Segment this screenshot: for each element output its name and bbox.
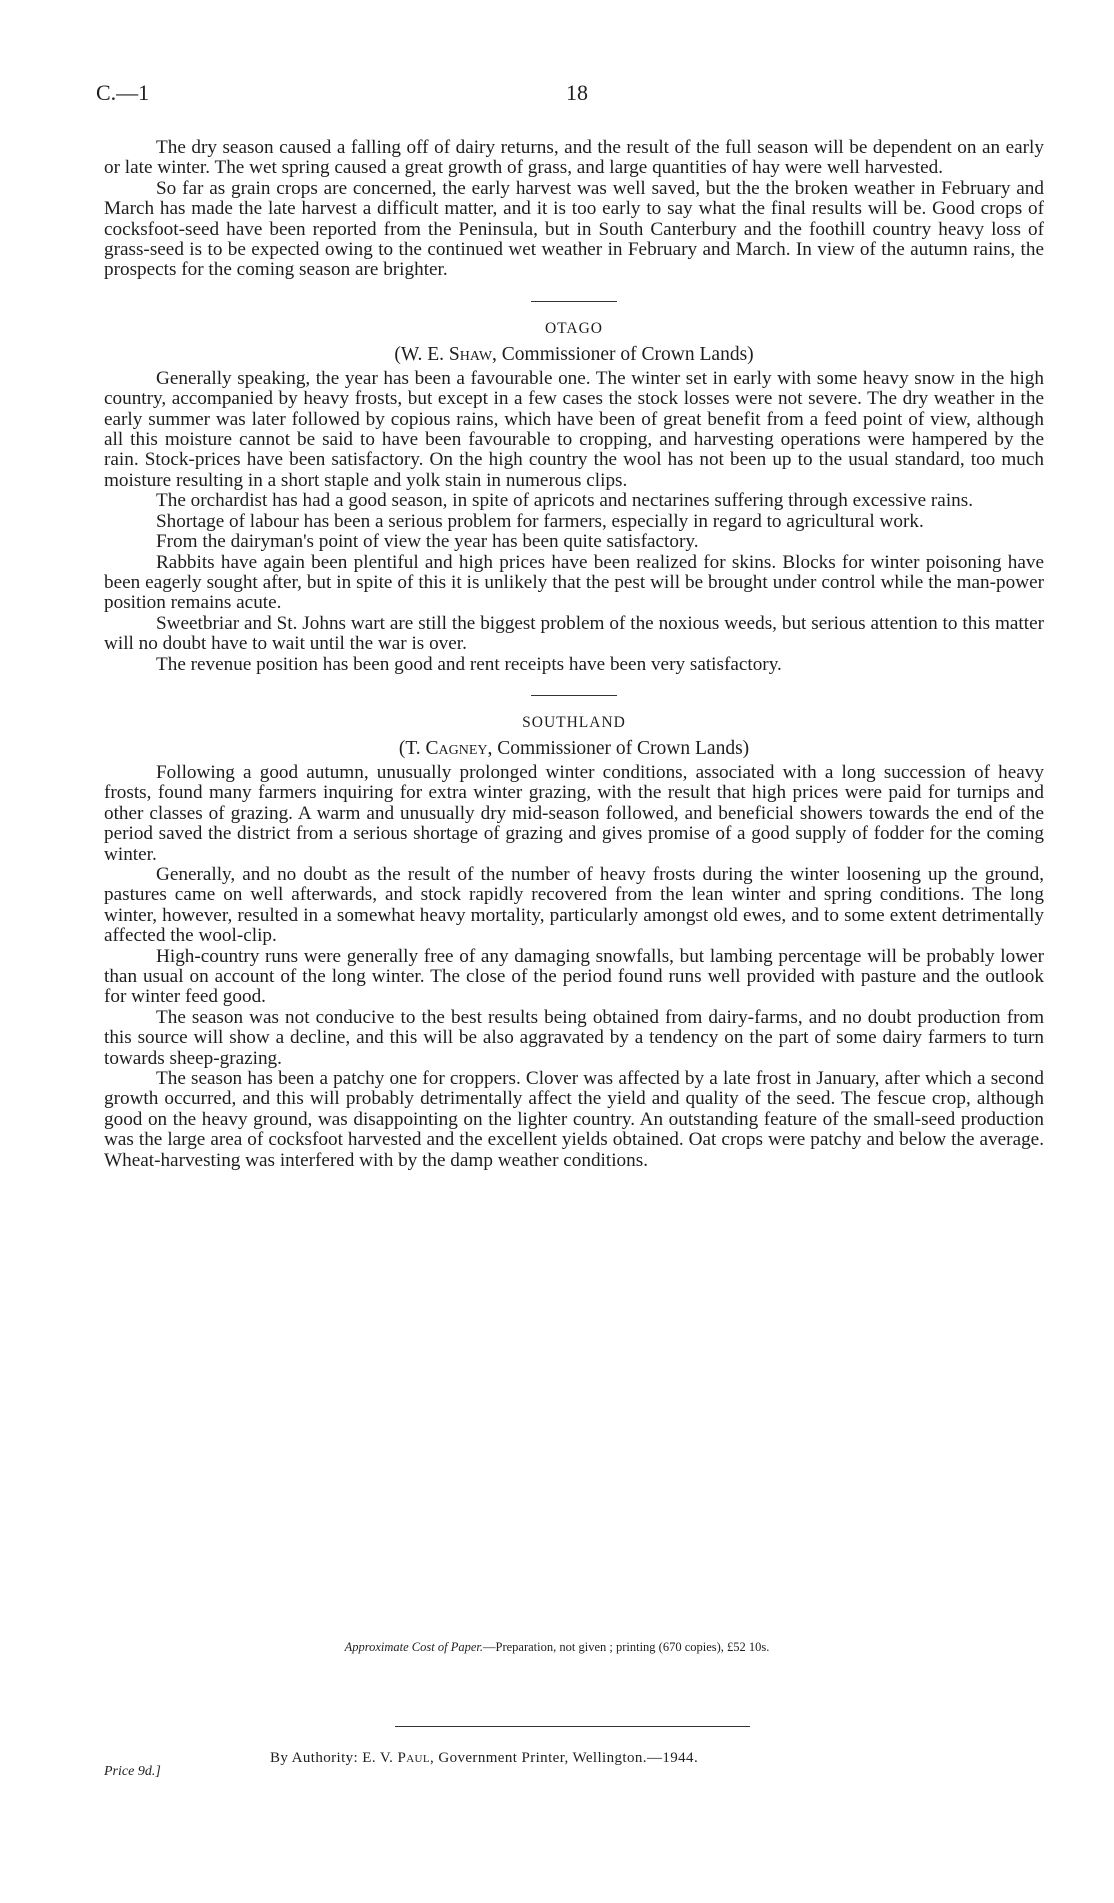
southland-paragraph: High-country runs were generally free of any damaging snowfalls, but lambing percentage will be probably lower than usual on account of the long winter. The close of the period found runs well provided with pasture and the outlook for winter feed good. [104,945,1044,1008]
commissioner-name: Shaw [448,343,493,365]
otago-paragraph: Shortage of labour has been a serious problem for farmers, especially in regard to agricultural work. [156,510,924,532]
page-header [96,80,1046,110]
authority-prefix: By Authority: E. V. [270,1750,398,1766]
printer-authority [270,1750,910,1767]
page-body [104,138,1044,1171]
otago-section-subtitle [104,344,1044,366]
otago-paragraph: The revenue position has been good and rent receipts have been very satisfactory. [156,653,782,675]
page-number: 18 [566,80,588,105]
southland-paragraph: Generally, and no doubt as the result of the number of heavy frosts during the winter loosening up the ground, pastures came on well afterwards, and stock rapidly recovered from the lean winter and spring conditions. The long winter, however, resulted in a somewhat heavy mortality, particularly amongst old ewes, and to some extent detrimentally affected the wool-clip. [104,863,1044,947]
otago-paragraph: Rabbits have again been plentiful and high prices have been realized for skins. Blocks for winter poisoning have been eagerly sought after, but in spite of this it is unlikely that the pest will be brought under control while the man-power position remains acute. [104,551,1044,614]
subtitle-suffix: , Commissioner of Crown Lands) [492,343,754,365]
subtitle-prefix: (T. [398,737,426,759]
otago-paragraph: Sweetbriar and St. Johns wart are still the biggest problem of the noxious weeds, but serious attention to this matter will no doubt have to wait until the war is over. [104,612,1044,655]
price-note: Price 9d.] [104,1764,161,1779]
section-divider [531,301,617,302]
southland-section-subtitle [104,738,1044,760]
document-reference: C.—1 [96,80,150,105]
approximate-cost-note [0,1640,1114,1655]
section-divider [531,695,617,696]
cost-label: Approximate Cost of Paper. [344,1640,483,1654]
footer-divider [395,1726,750,1727]
intro-paragraph: The dry season caused a falling off of dairy returns, and the result of the full season will be dependent on an early or late winter. The wet spring caused a great growth of grass, and large quantities of hay were well harvested. [104,137,1044,179]
southland-paragraph: Following a good autumn, unusually prolonged winter conditions, associated with a long succession of heavy frosts, found many farmers inquiring for extra winter grazing, with the result that high prices were paid for turnips and other classes of grazing. A warm and unusually dry mid-season followed, and beneficial showers towards the end of the period saved the district from a serious shortage of grazing and gives promise of a good supply of fodder for the coming winter. [104,761,1044,865]
southland-paragraph: The season was not conducive to the best results being obtained from dairy-farms, and no doubt production from this source will show a decline, and this will be also aggravated by a tendency on the part of some dairy farmers to turn towards sheep-grazing. [104,1006,1044,1069]
commissioner-name: Cagney [425,737,488,759]
subtitle-suffix: , Commissioner of Crown Lands) [487,737,750,759]
cost-text: —Preparation, not given ; printing (670 copies), £52 10s. [483,1640,770,1654]
otago-paragraph: Generally speaking, the year has been a favourable one. The winter set in early with some heavy snow in the high country, accompanied by heavy frosts, but except in a few cases the stock losses were not severe. The dry weather in the early summer was later followed by copious rains, which have been of great benefit from a feed point of view, although all this moisture cannot be said to have been favourable to cropping, and harvesting operations were hampered by the rain. Stock-prices have been satisfactory. On the high country the wool has not been up to the usual standard, too much moisture resulting in a short staple and yolk stain in numerous clips. [104,367,1044,491]
intro-paragraph: So far as grain crops are concerned, the early harvest was well saved, but the the broken weather in February and March has made the late harvest a difficult matter, and it is too early to say what the final results will be. Good crops of cocksfoot-seed have been reported from the Peninsula, but in South Canterbury and the foothill country heavy loss of grass-seed is to be expected owing to the continued wet weather in February and March. In view of the autumn rains, the prospects for the coming season are brighter. [104,177,1044,281]
southland-section-title: SOUTHLAND [522,713,626,731]
subtitle-prefix: (W. E. [394,343,449,365]
otago-section-title: OTAGO [544,319,603,337]
authority-suffix: , Government Printer, Wellington.—1944. [430,1750,699,1766]
otago-paragraph: The orchardist has had a good season, in spite of apricots and nectarines suffering through excessive rains. [156,490,974,512]
southland-paragraph: The season has been a patchy one for croppers. Clover was affected by a late frost in January, after which a second growth occurred, and this will probably detrimentally affect the yield and quality of the seed. The fescue crop, although good on the heavy ground, was disappointing on the lighter country. An outstanding feature of the small-seed production was the large area of cocksfoot harvested and the excellent yields obtained. Oat crops were patchy and below the average. Wheat-harvesting was interfered with by the damp weather conditions. [104,1068,1044,1171]
otago-paragraph: From the dairyman's point of view the year has been quite satisfactory. [156,531,699,553]
printer-name: Paul [397,1750,431,1766]
